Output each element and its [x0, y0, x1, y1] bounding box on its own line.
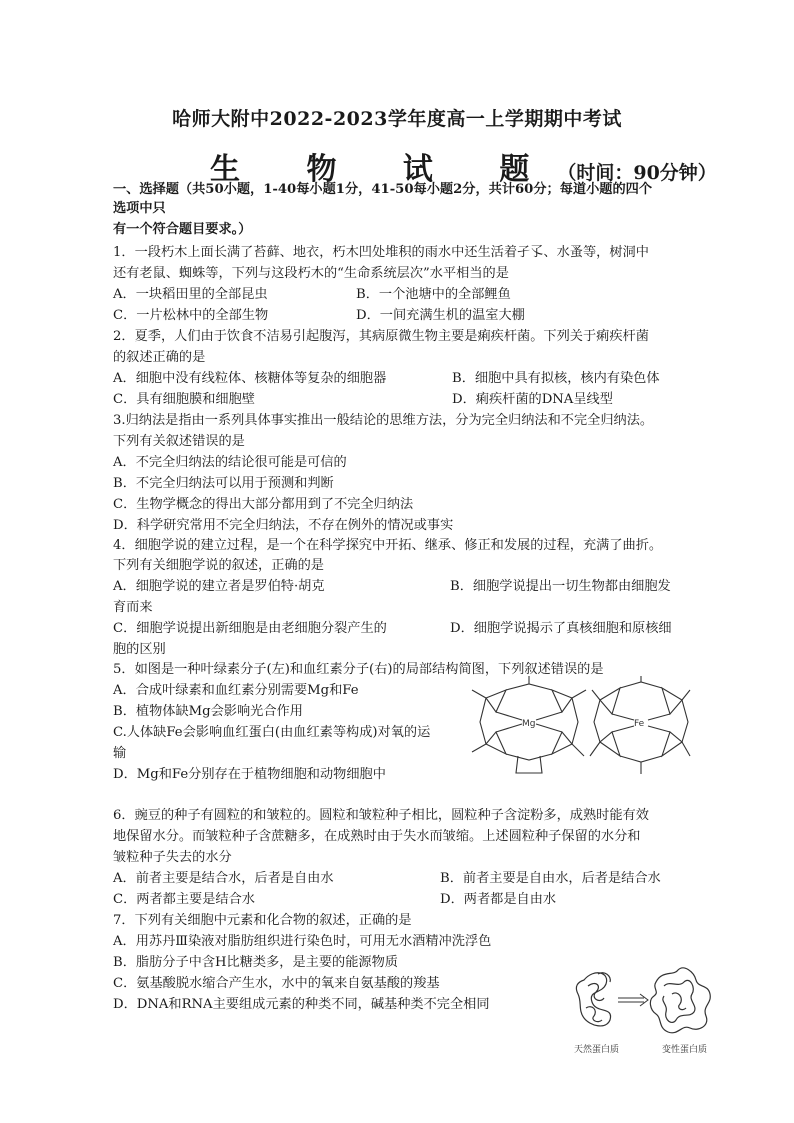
q6-stem-line2: 地保留水分。而皱粒种子含蔗糖多，在成熟时由于失水而皱缩。上述圆粒种子保留的水分和 — [113, 829, 641, 844]
q1-option-a: A．一块稻田里的全部昆虫 — [113, 287, 268, 302]
q1-option-d: D．一间充满生机的温室大棚 — [356, 308, 525, 323]
q4-option-c: C．细胞学说提出新细胞是由老细胞分裂产生的 — [113, 621, 387, 636]
q2-option-b: B．细胞中具有拟核，核内有染色体 — [452, 371, 660, 386]
q2-stem-line2: 的叙述正确的是 — [113, 350, 206, 365]
q2-option-c: C．具有细胞膜和细胞壁 — [113, 392, 255, 407]
chlorophyll-center-label: Mg — [522, 719, 536, 729]
q5-molecule-figure — [466, 676, 692, 780]
q4-option-b-line1: B．细胞学说提出一切生物都由细胞发 — [450, 579, 671, 594]
q6-option-b: B．前者主要是自由水，后者是结合水 — [440, 871, 661, 886]
section-heading-line3: 有一个符合题目要求。） — [113, 222, 252, 237]
q3-option-d: D．科学研究常用不完全归纳法，不存在例外的情况或事实 — [113, 518, 454, 533]
q4-option-d-line1: D．细胞学说揭示了真核细胞和原核细 — [450, 621, 672, 636]
native-protein-label: 天然蛋白质 — [574, 1045, 620, 1055]
q2-option-d: D．痢疾杆菌的DNA呈线型 — [452, 392, 613, 407]
q7-protein-figure — [570, 962, 720, 1056]
exam-title: 哈师大附中2022-2023学年度高一上学期期中考试 — [172, 108, 622, 130]
q5-option-a: A．合成叶绿素和血红素分别需要Mg和Fe — [113, 683, 359, 698]
q3-option-b: B．不完全归纳法可以用于预测和判断 — [113, 476, 334, 491]
q1-stem-line1: 1．一段朽木上面长满了苔藓、地衣，朽木凹处堆积的雨水中还生活着孑孓、水蚤等，树洞中 — [113, 245, 649, 260]
q7-option-c: C．氨基酸脱水缩合产生水，水中的氧来自氨基酸的羧基 — [113, 976, 440, 991]
q5-option-b: B．植物体缺Mg会影响光合作用 — [113, 704, 303, 719]
q1-option-c: C．一片松林中的全部生物 — [113, 308, 269, 323]
denatured-protein-label: 变性蛋白质 — [662, 1045, 708, 1055]
time-note: （时间：90分钟） — [557, 162, 717, 184]
section-heading-line2: 选项中只 — [113, 201, 166, 216]
q5-option-c-line2: 输 — [113, 746, 127, 761]
q7-option-b: B．脂肪分子中含H比糖类多，是主要的能源物质 — [113, 955, 398, 970]
q4-option-a: A．细胞学说的建立者是罗伯特·胡克 — [113, 579, 325, 594]
q1-option-b: B．一个池塘中的全部鲤鱼 — [356, 287, 511, 302]
q5-option-d: D．Mg和Fe分别存在于植物细胞和动物细胞中 — [113, 767, 386, 782]
q3-option-a: A．不完全归纳法的结论很可能是可信的 — [113, 455, 347, 470]
denatured-protein-shape — [650, 968, 710, 1033]
section-heading-line1: 一、选择题（共50小题，1-40每小题1分，41-50每小题2分，共计60分；每道小题的四个 — [113, 182, 653, 197]
q6-option-d: D．两者都是自由水 — [440, 892, 557, 907]
q2-stem-line1: 2．夏季，人们由于饮食不洁易引起腹泻，其病原微生物主要是痢疾杆菌。下列关于痢疾杆菌 — [113, 329, 649, 344]
native-protein-shape — [576, 973, 610, 1026]
q1-stem-line2: 还有老鼠、蜘蛛等，下列与这段朽木的“生命系统层次”水平相当的是 — [113, 266, 509, 281]
q7-stem-line1: 7．下列有关细胞中元素和化合物的叙述，正确的是 — [113, 913, 412, 928]
q7-option-a: A．用苏丹Ⅲ染液对脂肪组织进行染色时，可用无水酒精冲洗浮色 — [113, 934, 492, 949]
q6-stem-line3: 皱粒种子失去的水分 — [113, 850, 232, 865]
q4-option-b-line2: 育而来 — [113, 600, 153, 615]
q6-option-a: A．前者主要是结合水，后者是自由水 — [113, 871, 334, 886]
denature-arrow — [618, 994, 648, 1006]
q3-option-c: C．生物学概念的得出大部分都用到了不完全归纳法 — [113, 497, 414, 512]
q4-stem-line2: 下列有关细胞学说的叙述，正确的是 — [113, 558, 324, 573]
q4-option-d-line2: 胞的区别 — [113, 642, 166, 657]
q5-stem-line1: 5．如图是一种叶绿素分子(左)和血红素分子(右)的局部结构简图，下列叙述错误的是 — [113, 662, 604, 677]
q2-option-a: A．细胞中没有线粒体、核糖体等复杂的细胞器 — [113, 371, 387, 386]
q4-stem-line1: 4．细胞学说的建立过程，是一个在科学探究中开拓、继承、修正和发展的过程，充满了曲折。 — [113, 538, 663, 553]
q7-option-d: D．DNA和RNA主要组成元素的种类不同，碱基种类不完全相同 — [113, 997, 490, 1012]
q3-stem-line2: 下列有关叙述错误的是 — [113, 434, 245, 449]
q3-stem-line1: 3.归纳法是指由一系列具体事实推出一般结论的思维方法，分为完全归纳法和不完全归纳法。 — [113, 413, 654, 428]
q6-stem-line1: 6．豌豆的种子有圆粒的和皱粒的。圆粒和皱粒种子相比，圆粒种子含淀粉多，成熟时能有效 — [113, 808, 649, 823]
heme-center-label: Fe — [634, 719, 645, 729]
q6-option-c: C．两者都主要是结合水 — [113, 892, 255, 907]
subject-name: 生 物 试 题 — [210, 152, 558, 187]
q5-option-c-line1: C.人体缺Fe会影响血红蛋白(由血红素等构成)对氧的运 — [113, 725, 431, 740]
